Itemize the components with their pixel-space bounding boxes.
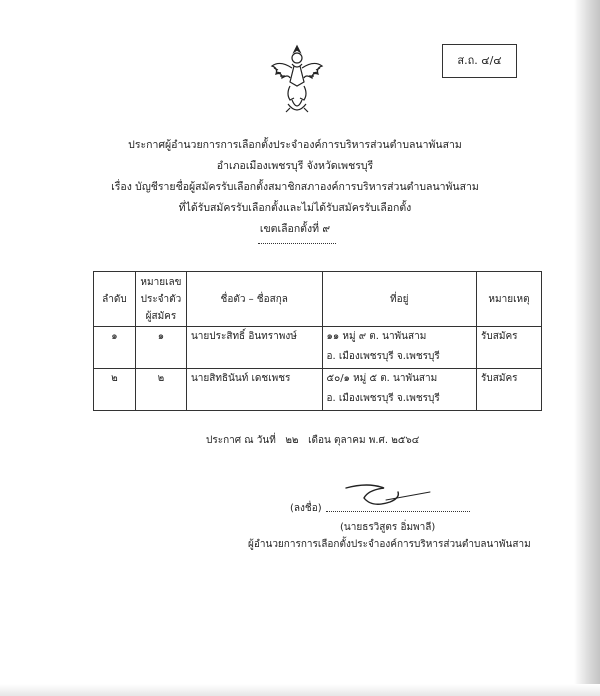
page-edge-shadow bbox=[574, 0, 600, 696]
title-line-2: อำเภอเมืองเพชรบุรี จังหวัดเพชรบุรี bbox=[216, 160, 374, 172]
table-header-row bbox=[94, 272, 542, 327]
cell-name: นายประสิทธิ์ อินทราพงษ์ bbox=[186, 327, 322, 369]
address-line-2: อ. เมืองเพชรบุรี จ.เพชรบุรี bbox=[326, 351, 440, 362]
cell-remark: รับสมัคร bbox=[477, 327, 542, 369]
col-header-remark: หมายเหตุ bbox=[477, 272, 542, 327]
title-line-5: เขตเลือกตั้งที่ ๙ bbox=[259, 223, 331, 235]
table-row bbox=[94, 327, 542, 369]
col-header-number-line-3: ผู้สมัคร bbox=[145, 310, 177, 322]
announcement-day: ๒๒ bbox=[285, 435, 299, 446]
address-line-1: ๕๐/๑ หมู่ ๕ ต. นาพันสาม bbox=[326, 373, 438, 384]
announcement-month-label: เดือน bbox=[308, 435, 331, 446]
cell-order: ๒ bbox=[94, 369, 136, 411]
col-header-number bbox=[135, 272, 186, 327]
title-line-3: เรื่อง บัญชีรายชื่อผู้สมัครรับเลือกตั้งสมาชิกสภาองค์การบริหารส่วนตำบลนาพันสาม bbox=[111, 181, 479, 193]
cell-address bbox=[322, 369, 477, 411]
signature-dotted-line bbox=[326, 511, 470, 512]
announcement-label: ประกาศ ณ วันที่ bbox=[206, 435, 276, 446]
garuda-emblem-icon bbox=[268, 42, 326, 118]
address-line-1: ๑๑ หมู่ ๙ ต. นาพันสาม bbox=[326, 331, 427, 342]
cell-remark: รับสมัคร bbox=[477, 369, 542, 411]
announcement-year: พ.ศ. ๒๕๖๔ bbox=[368, 435, 420, 446]
cell-number: ๒ bbox=[135, 369, 186, 411]
table-row bbox=[94, 369, 542, 411]
address-line-2: อ. เมืองเพชรบุรี จ.เพชรบุรี bbox=[326, 393, 440, 404]
cell-order: ๑ bbox=[94, 327, 136, 369]
sign-label: (ลงชื่อ) bbox=[290, 503, 322, 514]
title-line-1: ประกาศผู้อำนวยการการเลือกตั้งประจำองค์การบริหารส่วนตำบลนาพันสาม bbox=[128, 139, 462, 151]
announcement-month: ตุลาคม bbox=[334, 435, 366, 446]
title-line-4: ที่ได้รับสมัครรับเลือกตั้งและไม่ได้รับสมัครรับเลือกตั้ง bbox=[178, 202, 412, 214]
handwritten-signature bbox=[338, 478, 434, 518]
col-header-number-line-2: ประจำตัว bbox=[140, 293, 182, 305]
cell-number: ๑ bbox=[135, 327, 186, 369]
col-header-name: ชื่อตัว – ชื่อสกุล bbox=[186, 272, 322, 327]
signer-name: (นายธรวิสูตร อิ่มพาลี) bbox=[340, 522, 436, 533]
candidate-table bbox=[93, 271, 542, 411]
col-header-order: ลำดับ bbox=[94, 272, 136, 327]
col-header-number-line-1: หมายเลข bbox=[140, 276, 182, 288]
form-code-box: ส.ถ. ๔/๔ bbox=[442, 44, 517, 78]
signer-position: ผู้อำนวยการการเลือกตั้งประจำองค์การบริหารส่วนตำบลนาพันสาม bbox=[248, 539, 531, 550]
cell-address bbox=[322, 327, 477, 369]
col-header-address: ที่อยู่ bbox=[322, 272, 477, 327]
page-bottom-edge bbox=[0, 684, 600, 696]
cell-name: นายสิทธินันท์ เดชเพชร bbox=[186, 369, 322, 411]
title-dotted-separator bbox=[258, 243, 336, 244]
announcement-date-line bbox=[206, 433, 419, 448]
